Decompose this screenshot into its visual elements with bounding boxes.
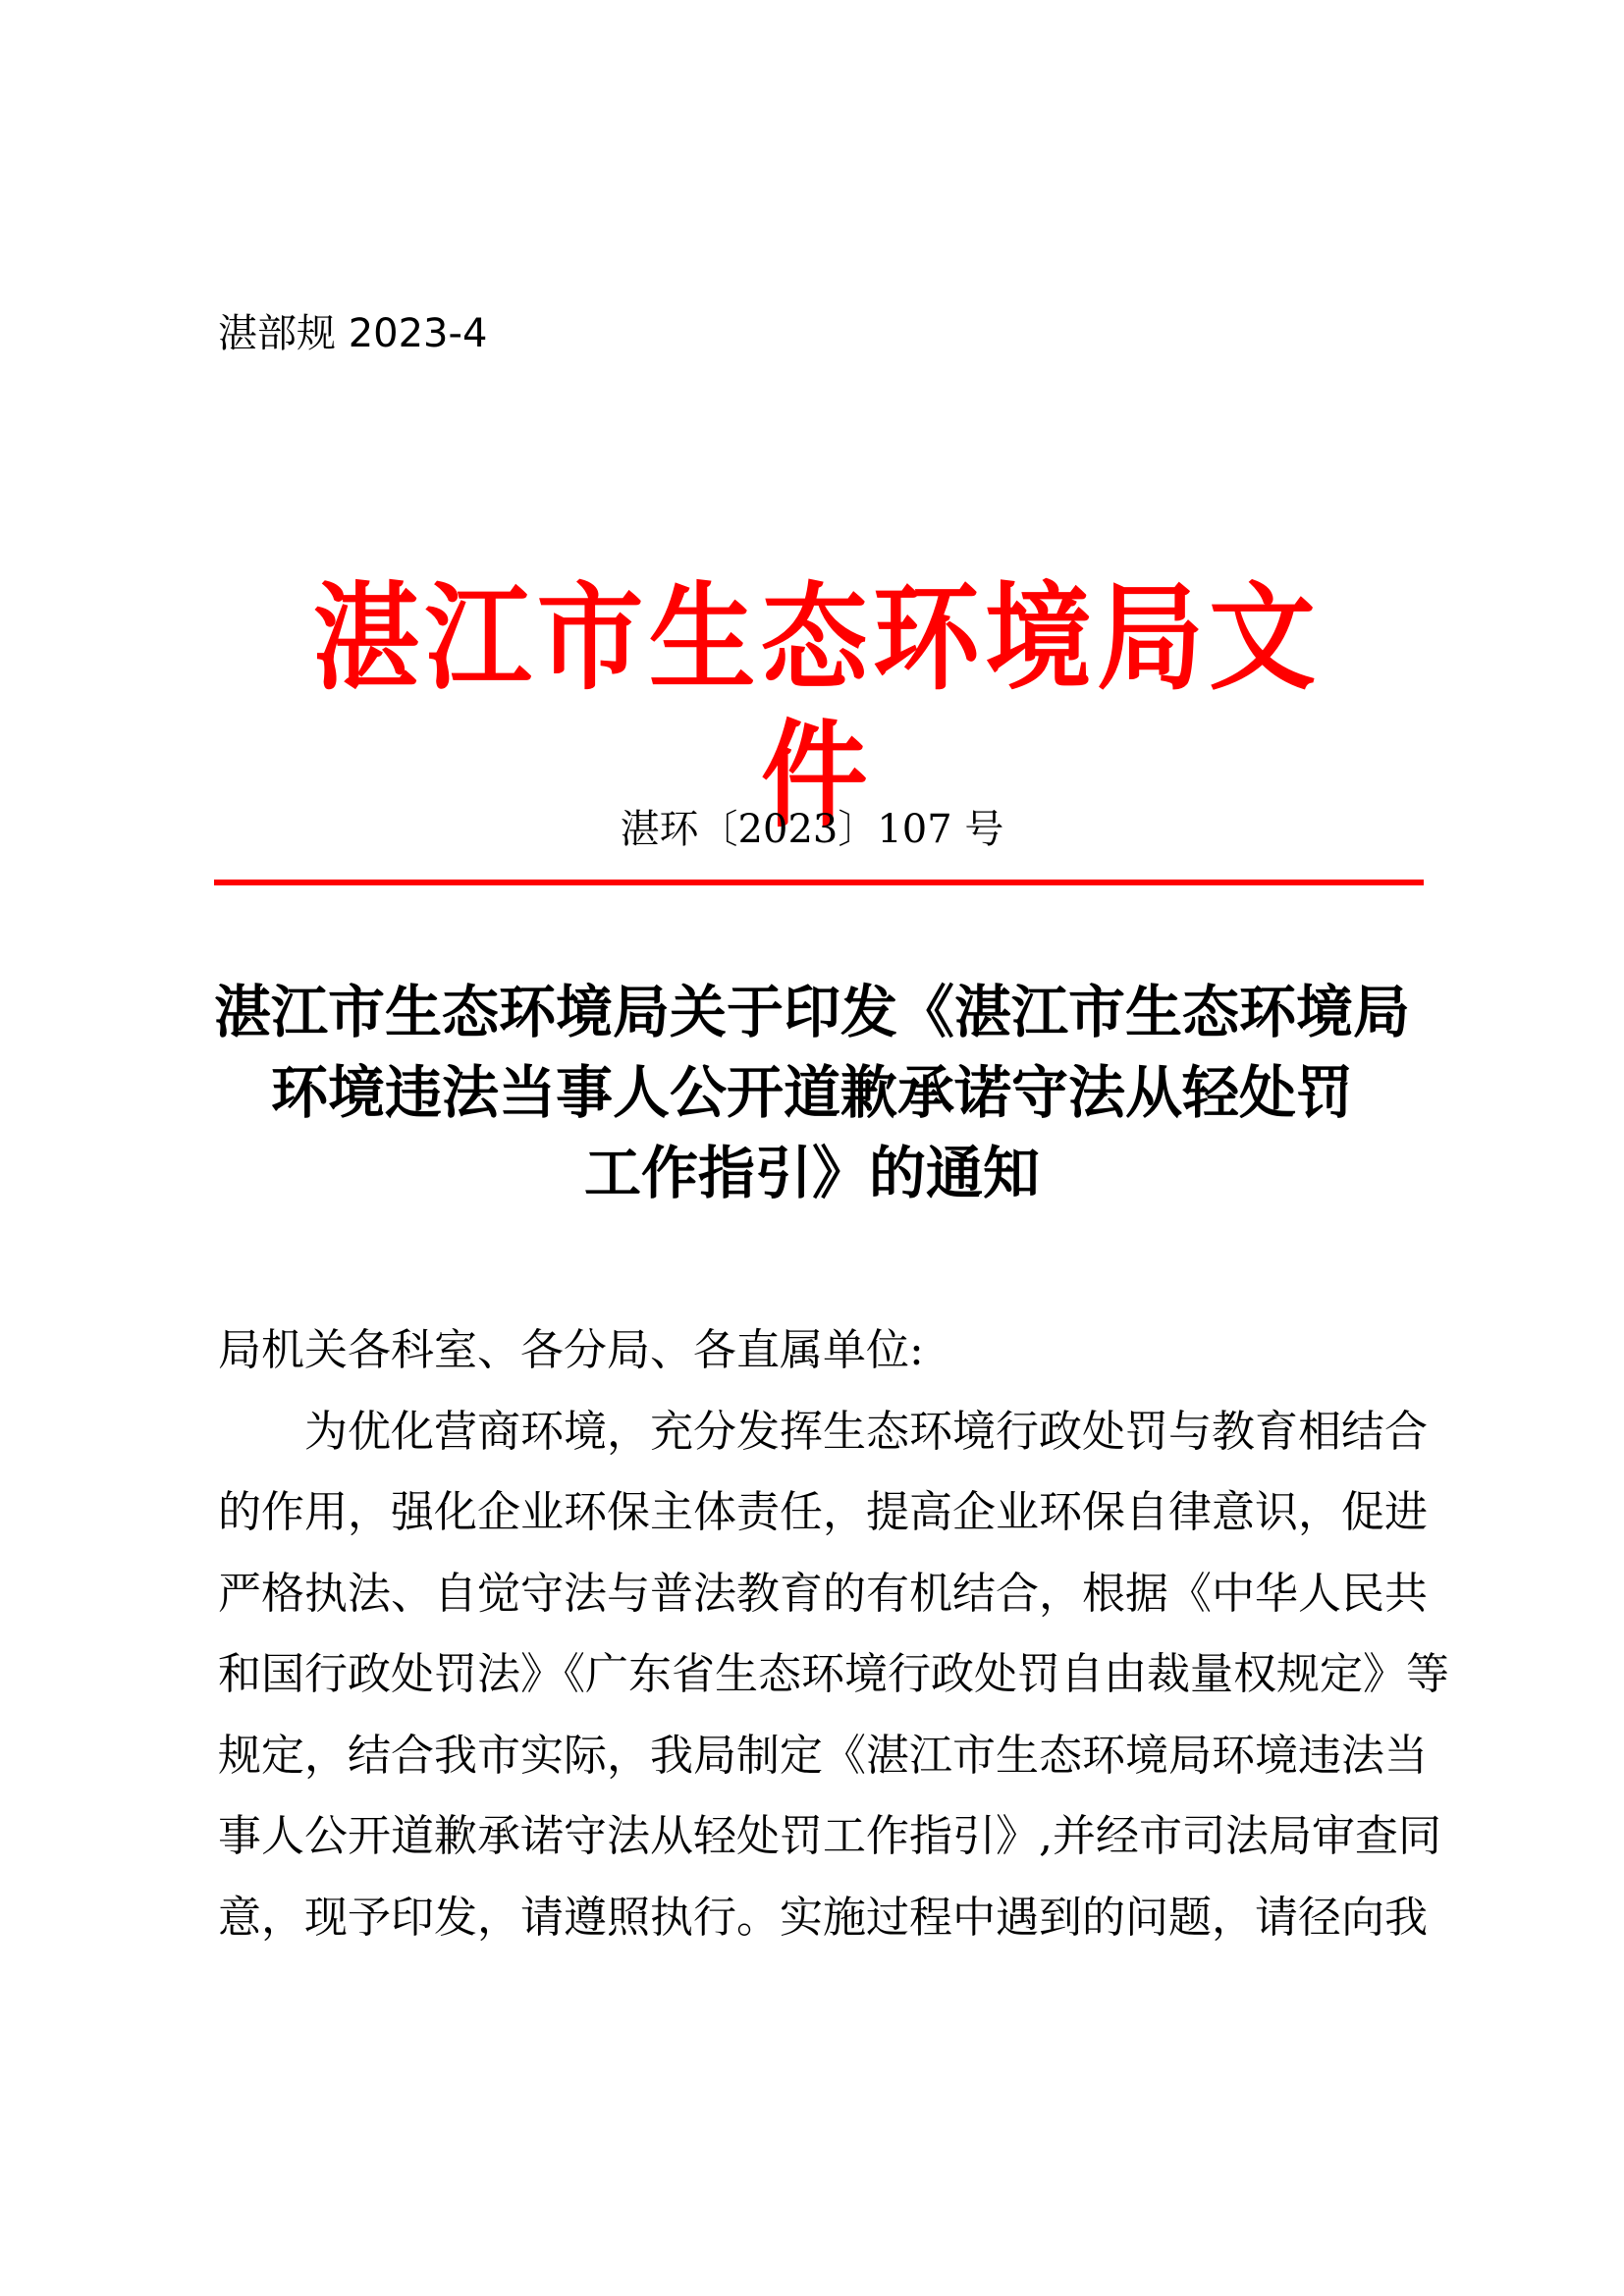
body-line: 规定，结合我市实际，我局制定《湛江市生态环境局环境违法当 [218,1730,1428,1781]
salutation: 局机关各科室、各分局、各直属单位: [218,1325,924,1375]
body-line: 事人公开道歉承诺守法从轻处罚工作指引》,并经市司法局审查同 [218,1811,1441,1861]
body-line: 为优化营商环境，充分发挥生态环境行政处罚与教育相结合 [304,1406,1428,1457]
body-line: 意，现予印发，请遵照执行。实施过程中遇到的问题，请径向我 [218,1892,1428,1943]
issuer-header: 湛江市生态环境局文件 [312,569,1322,843]
title-line: 工作指引》的通知 [583,1140,1040,1206]
document-body [218,1310,1449,1958]
doc-number: 湛环〔2023〕107 号 [620,807,1004,852]
doc-code: 湛部规 2023-4 [218,311,488,356]
document-title [196,972,1428,1213]
title-line: 湛江市生态环境局关于印发《湛江市生态环境局 [213,979,1410,1045]
title-line: 环境违法当事人公开道歉承诺守法从轻处罚 [270,1059,1353,1126]
body-line: 的作用，强化企业环保主体责任，提高企业环保自律意识，促进 [218,1487,1428,1537]
body-line: 和国行政处罚法》《广东省生态环境行政处罚自由裁量权规定》等 [218,1649,1449,1699]
red-divider [214,880,1424,885]
body-line: 严格执法、自觉守法与普法教育的有机结合，根据《中华人民共 [218,1568,1428,1619]
